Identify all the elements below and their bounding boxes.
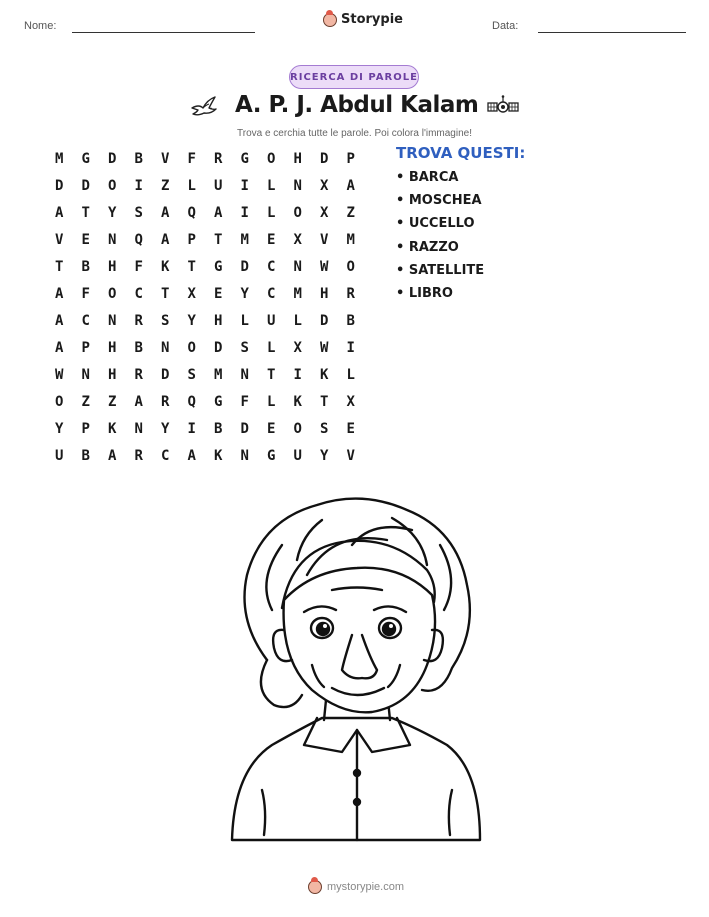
- grid-letter: A: [214, 204, 223, 221]
- grid-letter: P: [187, 231, 196, 248]
- word-list: [396, 144, 525, 309]
- activity-badge: RICERCA DI PAROLE: [289, 65, 419, 89]
- grid-letter: R: [134, 447, 143, 464]
- grid-letter: N: [108, 231, 117, 248]
- grid-letter: E: [267, 231, 276, 248]
- grid-letter: O: [346, 258, 355, 275]
- word-item: • MOSCHEA: [396, 193, 482, 209]
- grid-letter: L: [346, 366, 355, 383]
- grid-letter: Y: [55, 420, 64, 437]
- grid-letter: I: [134, 177, 143, 194]
- grid-letter: N: [293, 177, 302, 194]
- grid-letter: A: [55, 312, 64, 329]
- grid-row: [46, 442, 364, 469]
- grid-letter: N: [108, 312, 117, 329]
- grid-row: [46, 334, 364, 361]
- grid-row: [46, 226, 364, 253]
- grid-letter: R: [134, 366, 143, 383]
- grid-letter: X: [187, 285, 196, 302]
- grid-letter: Q: [187, 204, 196, 221]
- grid-letter: U: [55, 447, 64, 464]
- grid-letter: W: [55, 366, 64, 383]
- grid-letter: N: [81, 366, 90, 383]
- grid-letter: T: [320, 393, 329, 410]
- grid-letter: S: [134, 204, 143, 221]
- grid-letter: L: [187, 177, 196, 194]
- grid-letter: B: [134, 150, 143, 167]
- grid-letter: Y: [320, 447, 329, 464]
- grid-letter: D: [55, 177, 64, 194]
- grid-letter: R: [134, 312, 143, 329]
- grid-letter: G: [214, 393, 223, 410]
- grid-letter: T: [187, 258, 196, 275]
- grid-letter: T: [267, 366, 276, 383]
- grid-letter: L: [267, 204, 276, 221]
- grid-row: [46, 145, 364, 172]
- grid-letter: U: [267, 312, 276, 329]
- grid-letter: I: [240, 204, 249, 221]
- word-item: • UCCELLO: [396, 216, 475, 232]
- footer-url: mystorypie.com: [327, 881, 405, 893]
- grid-row: [46, 415, 364, 442]
- grid-letter: B: [346, 312, 355, 329]
- grid-letter: C: [81, 312, 90, 329]
- grid-letter: K: [320, 366, 329, 383]
- grid-letter: X: [320, 177, 329, 194]
- grid-letter: H: [108, 339, 117, 356]
- grid-letter: R: [346, 285, 355, 302]
- grid-letter: O: [108, 285, 117, 302]
- grid-letter: E: [346, 420, 355, 437]
- satellite-icon: [487, 94, 519, 124]
- grid-letter: Z: [108, 393, 117, 410]
- grid-letter: O: [267, 150, 276, 167]
- word-item: • BARCA: [396, 170, 459, 185]
- grid-letter: V: [320, 231, 329, 248]
- instructions: Trova e cerchia tutte le parole. Poi colora l'immagine!: [237, 128, 472, 139]
- grid-letter: T: [214, 231, 223, 248]
- grid-letter: I: [187, 420, 196, 437]
- header-bar: [0, 0, 709, 40]
- grid-letter: X: [293, 339, 302, 356]
- grid-letter: A: [161, 204, 170, 221]
- grid-letter: F: [81, 285, 90, 302]
- grid-row: [46, 172, 364, 199]
- grid-letter: A: [187, 447, 196, 464]
- grid-letter: Z: [81, 393, 90, 410]
- grid-letter: P: [346, 150, 355, 167]
- grid-letter: B: [134, 339, 143, 356]
- grid-letter: H: [108, 366, 117, 383]
- grid-letter: P: [81, 339, 90, 356]
- grid-letter: D: [240, 420, 249, 437]
- dove-icon: [189, 94, 219, 124]
- grid-letter: N: [134, 420, 143, 437]
- grid-letter: H: [293, 150, 302, 167]
- date-label: Data:: [492, 20, 519, 32]
- grid-row: [46, 280, 364, 307]
- grid-letter: I: [346, 339, 355, 356]
- grid-letter: Y: [161, 420, 170, 437]
- grid-letter: G: [214, 258, 223, 275]
- grid-letter: O: [55, 393, 64, 410]
- grid-letter: L: [240, 312, 249, 329]
- grid-letter: F: [134, 258, 143, 275]
- grid-letter: H: [214, 312, 223, 329]
- grid-letter: B: [81, 258, 90, 275]
- grid-letter: S: [187, 366, 196, 383]
- word-item: • RAZZO: [396, 239, 459, 255]
- grid-letter: O: [293, 420, 302, 437]
- grid-letter: V: [55, 231, 64, 248]
- grid-letter: K: [161, 258, 170, 275]
- grid-letter: D: [320, 312, 329, 329]
- grid-letter: A: [346, 177, 355, 194]
- grid-letter: L: [267, 393, 276, 410]
- grid-letter: H: [108, 258, 117, 275]
- grid-row: [46, 253, 364, 280]
- grid-letter: R: [161, 393, 170, 410]
- grid-letter: A: [55, 285, 64, 302]
- grid-letter: G: [240, 150, 249, 167]
- grid-letter: Y: [240, 285, 249, 302]
- grid-letter: M: [240, 231, 249, 248]
- grid-letter: V: [161, 150, 170, 167]
- grid-letter: Y: [108, 204, 117, 221]
- grid-letter: A: [161, 231, 170, 248]
- grid-letter: W: [320, 258, 329, 275]
- grid-letter: E: [81, 231, 90, 248]
- grid-letter: Y: [187, 312, 196, 329]
- grid-letter: C: [161, 447, 170, 464]
- grid-letter: S: [240, 339, 249, 356]
- name-label: Nome:: [24, 20, 57, 32]
- grid-letter: N: [240, 447, 249, 464]
- grid-letter: S: [320, 420, 329, 437]
- grid-letter: C: [267, 258, 276, 275]
- grid-letter: Z: [161, 177, 170, 194]
- grid-letter: Q: [134, 231, 143, 248]
- grid-letter: U: [293, 447, 302, 464]
- grid-letter: O: [293, 204, 302, 221]
- page-title: A. P. J. Abdul Kalam: [235, 92, 479, 118]
- grid-letter: C: [134, 285, 143, 302]
- grid-letter: M: [346, 231, 355, 248]
- grid-letter: L: [267, 339, 276, 356]
- grid-letter: G: [81, 150, 90, 167]
- grid-letter: K: [293, 393, 302, 410]
- word-search-grid: [46, 145, 364, 469]
- brand-logo: [323, 12, 403, 27]
- grid-letter: F: [187, 150, 196, 167]
- grid-letter: O: [108, 177, 117, 194]
- name-line: [72, 32, 255, 33]
- grid-letter: I: [293, 366, 302, 383]
- grid-letter: A: [134, 393, 143, 410]
- grid-letter: O: [187, 339, 196, 356]
- grid-letter: T: [161, 285, 170, 302]
- grid-letter: L: [293, 312, 302, 329]
- grid-letter: S: [161, 312, 170, 329]
- grid-letter: D: [81, 177, 90, 194]
- grid-row: [46, 199, 364, 226]
- word-list-heading: TROVA QUESTI:: [396, 144, 526, 162]
- grid-letter: D: [161, 366, 170, 383]
- grid-letter: H: [320, 285, 329, 302]
- grid-letter: V: [346, 447, 355, 464]
- grid-letter: E: [214, 285, 223, 302]
- grid-letter: A: [55, 204, 64, 221]
- word-item: • LIBRO: [396, 285, 453, 301]
- grid-letter: I: [240, 177, 249, 194]
- grid-letter: B: [81, 447, 90, 464]
- grid-letter: B: [214, 420, 223, 437]
- grid-letter: X: [293, 231, 302, 248]
- grid-letter: M: [293, 285, 302, 302]
- grid-letter: D: [214, 339, 223, 356]
- grid-letter: F: [240, 393, 249, 410]
- brand-name: Storypie: [341, 12, 403, 27]
- grid-letter: W: [320, 339, 329, 356]
- grid-letter: E: [267, 420, 276, 437]
- grid-letter: L: [267, 177, 276, 194]
- word-item: • SATELLITE: [396, 262, 485, 278]
- grid-letter: G: [267, 447, 276, 464]
- grid-letter: P: [81, 420, 90, 437]
- coloring-portrait: [212, 490, 502, 854]
- grid-letter: T: [81, 204, 90, 221]
- grid-letter: N: [161, 339, 170, 356]
- grid-letter: U: [214, 177, 223, 194]
- grid-row: [46, 388, 364, 415]
- date-line: [538, 32, 686, 33]
- grid-letter: M: [55, 150, 64, 167]
- grid-letter: D: [320, 150, 329, 167]
- storypie-mascot-icon: [323, 13, 337, 27]
- grid-letter: R: [214, 150, 223, 167]
- storypie-mascot-icon: [308, 880, 322, 894]
- grid-letter: M: [214, 366, 223, 383]
- grid-letter: Z: [346, 204, 355, 221]
- grid-letter: K: [108, 420, 117, 437]
- title-row: [0, 92, 709, 126]
- grid-letter: Q: [187, 393, 196, 410]
- grid-letter: X: [346, 393, 355, 410]
- grid-letter: A: [108, 447, 117, 464]
- grid-row: [46, 361, 364, 388]
- grid-letter: N: [293, 258, 302, 275]
- grid-letter: K: [214, 447, 223, 464]
- grid-letter: A: [55, 339, 64, 356]
- grid-letter: D: [240, 258, 249, 275]
- footer: [308, 880, 404, 894]
- grid-letter: D: [108, 150, 117, 167]
- grid-row: [46, 307, 364, 334]
- grid-letter: X: [320, 204, 329, 221]
- grid-letter: C: [267, 285, 276, 302]
- grid-letter: N: [240, 366, 249, 383]
- grid-letter: T: [55, 258, 64, 275]
